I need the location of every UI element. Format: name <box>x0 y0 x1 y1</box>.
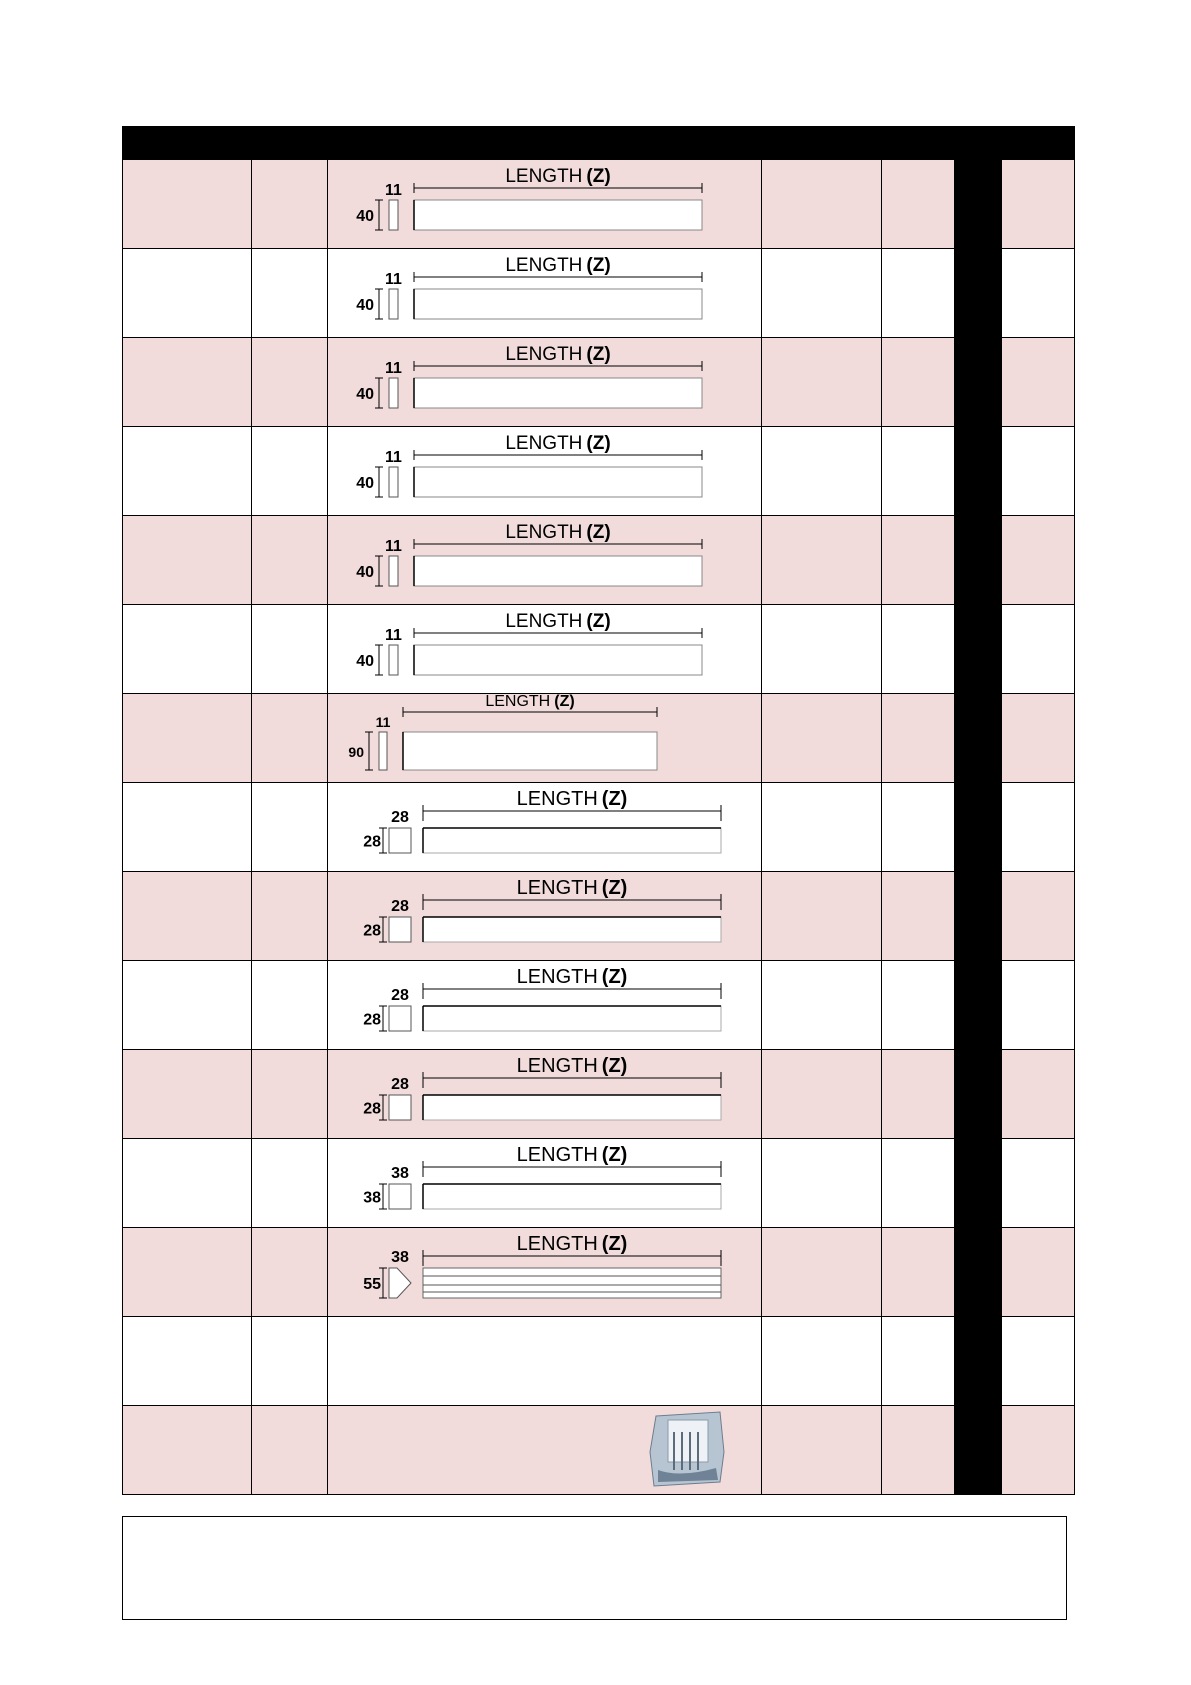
length-label <box>485 694 574 710</box>
table-cell <box>123 1317 252 1406</box>
board-side-view <box>423 1268 721 1298</box>
part-drawing <box>328 1317 761 1405</box>
table-cell <box>955 1139 1002 1228</box>
part-drawing-cell <box>328 1050 762 1139</box>
length-label <box>505 166 610 187</box>
table-cell <box>252 1406 328 1495</box>
part-drawing <box>328 427 761 515</box>
table-cell <box>123 427 252 516</box>
length-label-text: LENGTH <box>505 522 583 543</box>
part-drawing <box>328 783 761 871</box>
profile-section <box>389 645 398 675</box>
height-label: 28 <box>363 833 381 851</box>
table-cell <box>882 961 955 1050</box>
table-cell <box>1002 338 1075 427</box>
table-cell <box>955 605 1002 694</box>
height-label: 90 <box>348 744 364 760</box>
table-cell <box>123 516 252 605</box>
table-cell <box>252 1139 328 1228</box>
table-cell <box>882 605 955 694</box>
length-variable: (Z) <box>601 788 628 810</box>
table-cell <box>1002 1228 1075 1317</box>
part-drawing-cell <box>328 1139 762 1228</box>
length-label-text: LENGTH <box>516 788 598 810</box>
part-drawing-cell <box>328 160 762 249</box>
profile-section <box>389 1006 411 1031</box>
profile-section <box>389 556 398 586</box>
table-cell <box>882 338 955 427</box>
parts-table <box>122 126 1075 1495</box>
table-cell <box>955 249 1002 338</box>
part-drawing <box>328 1139 761 1227</box>
width-label: 11 <box>385 627 402 644</box>
length-label <box>505 522 610 543</box>
width-label: 11 <box>385 449 402 466</box>
height-label: 40 <box>356 653 374 670</box>
width-label: 38 <box>391 1249 409 1266</box>
length-label <box>505 433 610 454</box>
board-side-view <box>403 732 657 770</box>
table-cell <box>882 1406 955 1495</box>
part-drawing-cell <box>328 1317 762 1406</box>
table-row <box>123 694 1075 783</box>
header-cell <box>252 127 328 160</box>
profile-section <box>389 1268 411 1298</box>
table-cell <box>762 872 882 961</box>
table-cell <box>955 516 1002 605</box>
notes-box <box>122 1516 1067 1620</box>
table-cell <box>762 1139 882 1228</box>
length-label-text: LENGTH <box>516 1233 598 1255</box>
table-cell <box>252 160 328 249</box>
length-variable: (Z) <box>586 611 611 632</box>
header-cell <box>882 127 955 160</box>
table-cell <box>762 961 882 1050</box>
width-label: 38 <box>391 1165 409 1182</box>
part-drawing-cell <box>328 427 762 516</box>
table-cell <box>1002 605 1075 694</box>
part-drawing <box>328 249 761 337</box>
height-label: 40 <box>356 475 374 492</box>
table-body <box>123 160 1075 1495</box>
width-label: 28 <box>391 898 409 915</box>
table-cell <box>955 961 1002 1050</box>
table-cell <box>1002 427 1075 516</box>
table-cell <box>123 1139 252 1228</box>
table-cell <box>955 1050 1002 1139</box>
header-cell <box>1002 127 1075 160</box>
height-label: 40 <box>356 208 374 225</box>
length-variable: (Z) <box>554 694 575 710</box>
table-cell <box>1002 1139 1075 1228</box>
length-label <box>505 344 610 365</box>
width-label: 11 <box>375 714 391 730</box>
table-cell <box>123 694 252 783</box>
part-drawing-cell <box>328 249 762 338</box>
part-drawing-cell <box>328 961 762 1050</box>
board-side-view <box>414 378 702 408</box>
part-drawing <box>328 516 761 604</box>
table-cell <box>1002 1050 1075 1139</box>
table-cell <box>882 1139 955 1228</box>
part-drawing-cell <box>328 1406 762 1495</box>
length-label-text: LENGTH <box>505 166 583 187</box>
length-label-text: LENGTH <box>516 1144 598 1166</box>
table-cell <box>762 1050 882 1139</box>
table-cell <box>1002 961 1075 1050</box>
table-cell <box>1002 1406 1075 1495</box>
length-variable: (Z) <box>601 1055 628 1077</box>
table-cell <box>882 783 955 872</box>
table-cell <box>955 427 1002 516</box>
length-variable: (Z) <box>601 1233 628 1255</box>
table-row <box>123 1317 1075 1406</box>
length-label-text: LENGTH <box>516 877 598 899</box>
length-label <box>517 1055 628 1077</box>
board-side-view <box>423 828 721 853</box>
table-cell <box>882 249 955 338</box>
table-cell <box>252 694 328 783</box>
table-cell <box>252 338 328 427</box>
length-variable: (Z) <box>586 166 611 187</box>
table-cell <box>762 1406 882 1495</box>
table-cell <box>762 694 882 783</box>
table-cell <box>252 872 328 961</box>
part-drawing-cell <box>328 605 762 694</box>
table-row <box>123 1228 1075 1317</box>
part-drawing-cell <box>328 872 762 961</box>
table-cell <box>1002 872 1075 961</box>
table-cell <box>882 1050 955 1139</box>
height-label: 55 <box>363 1276 381 1293</box>
table-cell <box>123 160 252 249</box>
length-label <box>517 1144 628 1166</box>
height-label: 40 <box>356 564 374 581</box>
table-cell <box>123 783 252 872</box>
length-variable: (Z) <box>586 344 611 365</box>
width-label: 11 <box>385 360 402 377</box>
table-cell <box>123 1406 252 1495</box>
profile-section <box>389 200 398 230</box>
table-row <box>123 160 1075 249</box>
width-label: 28 <box>391 809 409 826</box>
table-cell <box>955 694 1002 783</box>
table-cell <box>955 1317 1002 1406</box>
board-side-view <box>414 645 702 675</box>
part-drawing-cell <box>328 1228 762 1317</box>
table-cell <box>955 338 1002 427</box>
table-cell <box>252 249 328 338</box>
length-variable: (Z) <box>601 1144 628 1166</box>
table-row <box>123 783 1075 872</box>
profile-section <box>389 1184 411 1209</box>
table-cell <box>762 516 882 605</box>
table-header-row <box>123 127 1075 160</box>
length-label <box>517 877 628 899</box>
part-drawing <box>328 605 761 693</box>
height-label: 40 <box>356 297 374 314</box>
table-cell <box>1002 516 1075 605</box>
width-label: 28 <box>391 1076 409 1093</box>
table-cell <box>123 1228 252 1317</box>
height-label: 28 <box>363 1100 381 1118</box>
table-cell <box>252 516 328 605</box>
height-label: 40 <box>356 386 374 403</box>
length-label-text: LENGTH <box>505 611 583 632</box>
table-cell <box>123 605 252 694</box>
part-drawing-cell <box>328 783 762 872</box>
length-variable: (Z) <box>601 877 628 899</box>
header-cell <box>955 127 1002 160</box>
table-cell <box>762 605 882 694</box>
table-row <box>123 249 1075 338</box>
table-cell <box>252 1050 328 1139</box>
length-label-text: LENGTH <box>505 255 583 276</box>
length-label-text: LENGTH <box>485 694 551 710</box>
table-cell <box>882 160 955 249</box>
board-side-view <box>423 1006 721 1031</box>
table-row <box>123 516 1075 605</box>
table-cell <box>955 1228 1002 1317</box>
table-cell <box>882 872 955 961</box>
table-row <box>123 338 1075 427</box>
table-cell <box>762 338 882 427</box>
header-cell <box>762 127 882 160</box>
table-cell <box>882 694 955 783</box>
length-label-text: LENGTH <box>516 966 598 988</box>
table-cell <box>882 1228 955 1317</box>
board-side-view <box>414 467 702 497</box>
profile-section <box>389 289 398 319</box>
profile-section <box>389 828 411 853</box>
table-row <box>123 605 1075 694</box>
length-label-text: LENGTH <box>505 344 583 365</box>
table-cell <box>123 1050 252 1139</box>
table-cell <box>762 1228 882 1317</box>
table-cell <box>762 1317 882 1406</box>
table-cell <box>882 1317 955 1406</box>
part-drawing-cell <box>328 694 762 783</box>
length-variable: (Z) <box>601 966 628 988</box>
header-cell <box>123 127 252 160</box>
table-cell <box>252 1228 328 1317</box>
part-drawing <box>328 338 761 426</box>
length-label-text: LENGTH <box>505 433 583 454</box>
board-side-view <box>414 556 702 586</box>
table-cell <box>1002 1317 1075 1406</box>
table-cell <box>252 1317 328 1406</box>
header-cell <box>328 127 762 160</box>
part-drawing <box>328 694 761 782</box>
table-cell <box>955 160 1002 249</box>
width-label: 28 <box>391 987 409 1004</box>
part-drawing-cell <box>328 338 762 427</box>
length-variable: (Z) <box>586 522 611 543</box>
length-label <box>505 611 610 632</box>
board-side-view <box>414 200 702 230</box>
table-cell <box>762 783 882 872</box>
length-label <box>517 788 628 810</box>
board-side-view <box>423 1184 721 1209</box>
profile-section <box>389 378 398 408</box>
table-cell <box>955 872 1002 961</box>
table-row <box>123 872 1075 961</box>
table-row <box>123 427 1075 516</box>
table-cell <box>762 249 882 338</box>
length-label <box>517 1233 628 1255</box>
table-cell <box>882 427 955 516</box>
board-side-view <box>414 289 702 319</box>
table-row <box>123 1406 1075 1495</box>
table-cell <box>1002 694 1075 783</box>
height-label: 28 <box>363 922 381 940</box>
part-drawing <box>328 1228 761 1316</box>
width-label: 11 <box>385 182 402 199</box>
profile-section <box>389 467 398 497</box>
length-label <box>517 966 628 988</box>
table-cell <box>1002 249 1075 338</box>
part-drawing <box>328 160 761 248</box>
profile-section <box>389 917 411 942</box>
hardware-bag-icon <box>650 1412 724 1486</box>
table-cell <box>123 338 252 427</box>
length-label-text: LENGTH <box>516 1055 598 1077</box>
table-cell <box>882 516 955 605</box>
length-label <box>505 255 610 276</box>
part-drawing <box>328 872 761 960</box>
profile-section <box>379 732 387 770</box>
table-cell <box>252 783 328 872</box>
table-cell <box>1002 160 1075 249</box>
table-row <box>123 961 1075 1050</box>
width-label: 11 <box>385 271 402 288</box>
table-cell <box>762 160 882 249</box>
length-variable: (Z) <box>586 255 611 276</box>
profile-section <box>389 1095 411 1120</box>
table-row <box>123 1139 1075 1228</box>
board-side-view <box>423 1095 721 1120</box>
table-cell <box>252 427 328 516</box>
table-row <box>123 1050 1075 1139</box>
table-cell <box>252 605 328 694</box>
part-drawing <box>328 1050 761 1138</box>
table-cell <box>123 249 252 338</box>
table-cell <box>1002 783 1075 872</box>
part-drawing <box>328 961 761 1049</box>
table-cell <box>955 783 1002 872</box>
table-cell <box>123 872 252 961</box>
table-cell <box>123 961 252 1050</box>
height-label: 28 <box>363 1011 381 1029</box>
board-side-view <box>423 917 721 942</box>
table-cell <box>252 961 328 1050</box>
part-drawing <box>328 1406 761 1494</box>
width-label: 11 <box>385 538 402 555</box>
part-drawing-cell <box>328 516 762 605</box>
table-cell <box>762 427 882 516</box>
height-label: 38 <box>363 1189 381 1207</box>
length-variable: (Z) <box>586 433 611 454</box>
table-cell <box>955 1406 1002 1495</box>
